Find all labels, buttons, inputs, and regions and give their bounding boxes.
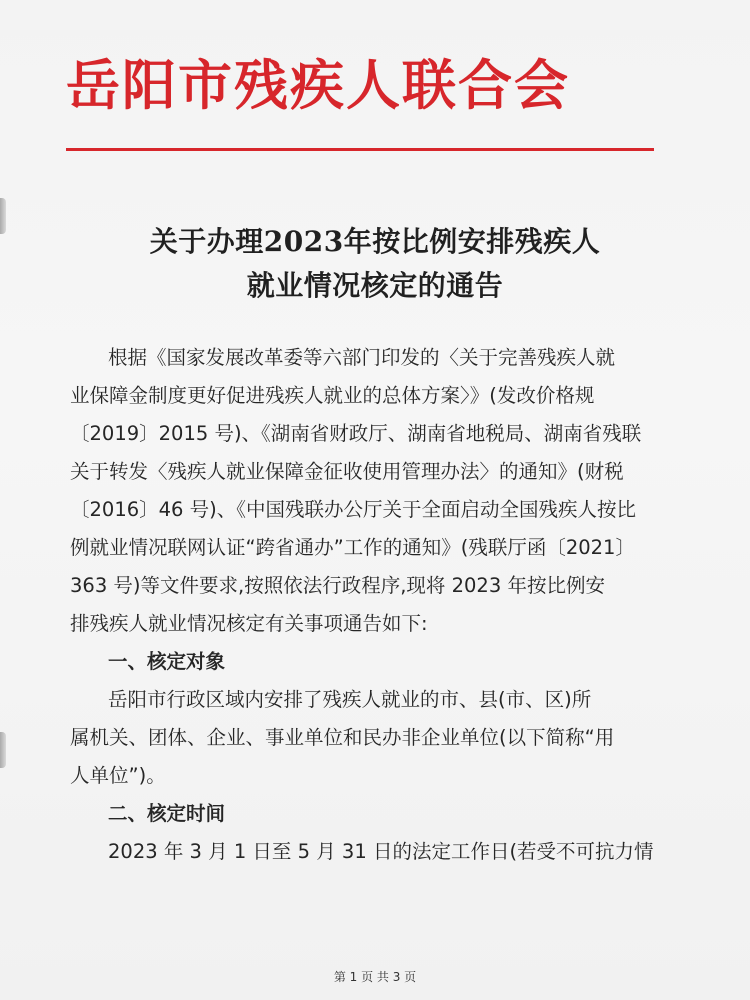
paragraph-line: 例就业情况联网认证“跨省通办”工作的通知》(残联厅函〔2021〕 xyxy=(70,536,635,559)
org-header: 岳阳市残疾人联合会 xyxy=(66,53,570,117)
paragraph-line: 2023 年 3 月 1 日至 5 月 31 日的法定工作日(若受不可抗力情 xyxy=(108,840,654,863)
section-heading-2: 二、核定时间 xyxy=(108,802,226,825)
doc-title-line-1: 关于办理2023年按比例安排残疾人 xyxy=(149,225,601,258)
paragraph-line: 业保障金制度更好促进残疾人就业的总体方案〉》(发改价格规 xyxy=(70,384,595,407)
paragraph-line: 属机关、团体、企业、事业单位和民办非企业单位(以下简称“用 xyxy=(70,726,615,749)
paragraph-line: 人单位”)。 xyxy=(70,764,166,787)
paragraph-line: 岳阳市行政区域内安排了残疾人就业的市、县(市、区)所 xyxy=(108,688,592,711)
paragraph-line: 根据《国家发展改革委等六部门印发的〈关于完善残疾人就 xyxy=(108,346,616,369)
paragraph-line: 〔2016〕46 号)、《中国残联办公厅关于全面启动全国残疾人按比 xyxy=(70,498,636,521)
paragraph-line: 关于转发〈残疾人就业保障金征收使用管理办法〉的通知》(财税 xyxy=(70,460,624,483)
paragraph-line: 排残疾人就业情况核定有关事项通告如下: xyxy=(70,612,428,635)
binding-hole-mark xyxy=(0,732,6,768)
doc-title-line-2: 就业情况核定的通告 xyxy=(246,269,504,302)
page-number: 第 1 页 共 3 页 xyxy=(333,970,417,984)
section-heading-1: 一、核定对象 xyxy=(108,650,226,673)
paragraph-line: 〔2019〕2015 号)、《湖南省财政厅、湖南省地税局、湖南省残联 xyxy=(70,422,642,445)
paragraph-line: 363 号)等文件要求,按照依法行政程序,现将 2023 年按比例安 xyxy=(70,574,605,597)
header-red-rule xyxy=(66,148,654,151)
